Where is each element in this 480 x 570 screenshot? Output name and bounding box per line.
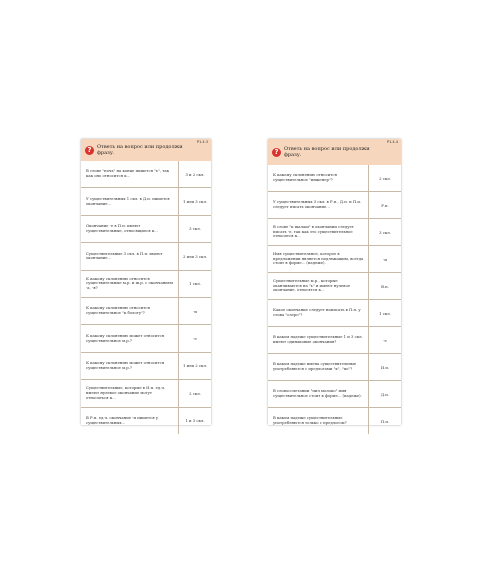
- table-row: [268, 408, 401, 434]
- answer-text: 2 скл.: [379, 175, 391, 181]
- question-text: К какому склонению может относится существительное м.р.?: [81, 353, 179, 379]
- answer-text: 2 или 3 скл.: [182, 253, 208, 259]
- answer-text: -е: [383, 337, 387, 343]
- answer-text: П.п.: [380, 418, 390, 424]
- question-text: К какому склонению может относится существительное м.р.?: [81, 325, 179, 351]
- question-text: В каком падеже имена существительные употребляются с предлогами "к", "по"?: [268, 354, 369, 380]
- table-row: [268, 219, 401, 246]
- question-text: Какое окончание следует написать в П.п. у слова "озеро"?: [268, 300, 369, 326]
- question-icon: ?: [85, 146, 94, 155]
- card-code: P1.4.3: [196, 140, 208, 144]
- question-text: Существительные м.р., которые оканчиваются на "ь" и имеют нулевое окончание, относятся к...: [268, 273, 369, 299]
- question-text: К какому склонению относится существительное "инженер"?: [268, 165, 369, 191]
- table-row: [81, 188, 211, 215]
- question-text: Имя существительное, которое в предложении является подлежащим, всегда стоит в форме... (падеже).: [268, 246, 369, 272]
- table-row: [81, 216, 211, 243]
- answer-text: -и: [383, 256, 387, 262]
- answer-text: Д.п.: [380, 391, 390, 397]
- answer-text: 1 и 3 скл.: [185, 418, 205, 424]
- question-text: Существительные, которые в И.п. ед.ч. имеют нулевое окончание могут относиться к...: [81, 380, 179, 406]
- table-row: [81, 353, 211, 380]
- answer-text: Р.п.: [381, 202, 389, 208]
- answer-text: В.п.: [381, 283, 389, 289]
- answer-text: 1 или 2 скл.: [182, 363, 208, 369]
- question-text: У существительных 1 скл. в Д.п. пишется окончание...: [81, 188, 179, 214]
- table-row: [268, 327, 401, 354]
- question-text: К какому склонению относится существительное "к болоту"?: [81, 298, 179, 324]
- table-row: [268, 354, 401, 381]
- table-row: [81, 271, 211, 298]
- card-header: [81, 139, 211, 161]
- card-rows: [268, 165, 401, 434]
- card-header: [268, 139, 401, 165]
- table-row: [81, 161, 211, 188]
- table-row: [81, 380, 211, 407]
- question-text: У существительных 3 скл. в Р.п., Д.п. и П.п. следует писать окончание...: [268, 192, 369, 218]
- question-icon: ?: [272, 148, 281, 157]
- table-row: [268, 165, 401, 192]
- table-row: [268, 300, 401, 327]
- table-row: [81, 408, 211, 434]
- question-text: Окончание -е в П.п. имеют существительные, относящиеся к...: [81, 216, 179, 242]
- question-text: К какому склонению относятся существительные м.р. и ж.р. с окончанием -а, -я?: [81, 271, 179, 297]
- table-row: [81, 325, 211, 352]
- table-row: [81, 298, 211, 325]
- question-text: В словосочетании "пил молоко" имя существительное стоит в форме... (падеже).: [268, 381, 369, 407]
- answer-text: -е: [193, 336, 197, 342]
- answer-text: 3 скл.: [379, 229, 391, 235]
- question-text: Существительные 3 скл. в П.п. имеют окончание...: [81, 243, 179, 269]
- table-row: [268, 381, 401, 408]
- table-row: [268, 246, 401, 273]
- card-code: P1.4.4: [386, 140, 398, 144]
- answer-text: 3 и 2 скл.: [185, 171, 205, 177]
- card-rows: [81, 161, 211, 434]
- answer-text: 1 скл.: [189, 281, 201, 287]
- card-right: [268, 139, 401, 425]
- card-title: Ответь на вопрос или продолжи фразу.: [97, 144, 183, 156]
- question-text: В Р.п. ед.ч. окончание -и пишется у существительных...: [81, 408, 179, 434]
- card-left: [81, 139, 211, 425]
- question-text: В слове "ночь" на конце пишется "ь", так как оно относится к...: [81, 161, 179, 187]
- question-text: В слове "к шалаш" в окончании следует писать -е, так как это существительное относится к...: [268, 219, 369, 245]
- table-row: [268, 192, 401, 219]
- answer-text: 3 скл.: [189, 226, 201, 232]
- answer-text: 2 скл.: [189, 390, 201, 396]
- answer-text: И.п.: [380, 364, 390, 370]
- table-row: [81, 243, 211, 270]
- answer-text: -и: [193, 308, 197, 314]
- question-text: В каком падеже существительные употребляются только с предлогом?: [268, 408, 369, 434]
- card-title: Ответь на вопрос или продолжи фразу.: [284, 146, 370, 158]
- answer-text: 1 скл.: [379, 310, 391, 316]
- question-text: В каком падеже существительные 1 и 3 скл. имеют одинаковые окончания?: [268, 327, 369, 353]
- table-row: [268, 273, 401, 300]
- answer-text: 1 или 3 скл.: [182, 199, 208, 205]
